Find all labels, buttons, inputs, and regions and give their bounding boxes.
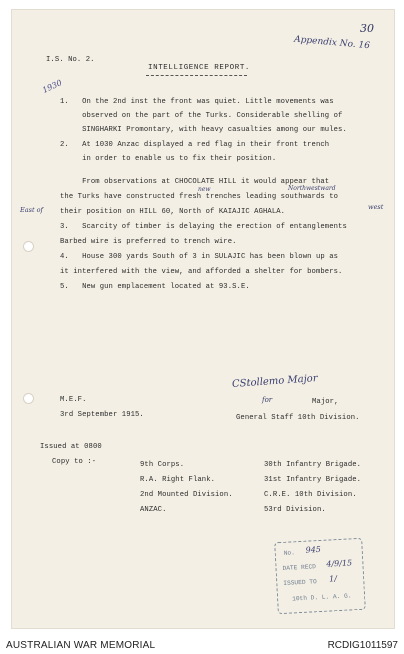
- signature-role: General Staff 10th Division.: [236, 414, 360, 422]
- distribution-item: 53rd Division.: [264, 506, 326, 514]
- report-title: INTELLIGENCE REPORT.: [148, 64, 251, 72]
- distribution-item: 9th Corps.: [140, 461, 185, 469]
- body-line: Barbed wire is preferred to trench wire.: [60, 238, 237, 246]
- stamp-issued-value: 1/: [328, 574, 338, 584]
- body-line: 4. House 300 yards South of 3 in SULAJIC has been blown up as: [60, 253, 339, 261]
- stamp-date-label: DATE RECD: [282, 563, 317, 572]
- page-number: 30: [360, 22, 374, 35]
- signature: CStollemo Major: [231, 373, 318, 390]
- handwritten-margin-note: East of: [20, 206, 43, 214]
- issued-time: Issued at 0800: [40, 443, 102, 451]
- body-line: their position on HILL 60, North of KAIAJIC AGHALA.: [60, 208, 286, 216]
- punch-hole: [23, 241, 34, 252]
- distribution-item: ANZAC.: [140, 506, 167, 514]
- document-id: RCDIG1011597: [327, 640, 398, 651]
- stamp-issued-label: ISSUED TO: [283, 578, 317, 587]
- collection-name: AUSTRALIAN WAR MEMORIAL: [6, 640, 156, 651]
- distribution-item: 30th Infantry Brigade.: [264, 461, 362, 469]
- title-underline: [146, 75, 247, 76]
- signature-prefix: for: [262, 396, 273, 404]
- handwritten-insertion: new: [198, 186, 211, 193]
- origin-date: 3rd September 1915.: [60, 411, 144, 419]
- body-line: SINGHARKI Promontary, with heavy casualties among our mules.: [60, 126, 347, 134]
- body-line: 2. At 1030 Anzac displayed a red flag in their front trench: [60, 141, 330, 149]
- copy-to-label: Copy to :-: [52, 458, 97, 466]
- distribution-item: C.R.E. 10th Division.: [264, 491, 357, 499]
- punch-hole: [23, 393, 34, 404]
- body-line: 3. Scarcity of timber is delaying the erection of entanglements: [60, 223, 347, 231]
- body-line: 1. On the 2nd inst the front was quiet. Little movements was: [60, 98, 334, 106]
- margin-annotation: 1930: [41, 78, 64, 95]
- body-line: From observations at CHOCOLATE HILL it would appear that: [60, 178, 330, 186]
- body-line: 5. New gun emplacement located at 93.S.E.: [60, 283, 250, 291]
- handwritten-insertion: Northwestward: [288, 185, 336, 192]
- body-line: observed on the part of the Turks. Considerable shelling of: [60, 112, 343, 120]
- distribution-item: 31st Infantry Brigade.: [264, 476, 362, 484]
- stamp-no-value: 945: [305, 544, 322, 555]
- handwritten-margin-note: west: [368, 203, 384, 211]
- appendix-annotation: Appendix No. 16: [293, 34, 371, 52]
- report-reference: I.S. No. 2.: [46, 56, 95, 64]
- body-line: in order to enable us to fix their position.: [60, 155, 277, 163]
- stamp-no-label: No.: [283, 549, 296, 557]
- received-stamp: [274, 538, 366, 615]
- stamp-org: 10th D. L. A. G.: [291, 592, 352, 603]
- body-line: the Turks have constructed fresh trenches leading southwards to: [60, 193, 339, 201]
- distribution-item: 2nd Mounted Division.: [140, 491, 233, 499]
- distribution-item: R.A. Right Flank.: [140, 476, 216, 484]
- origin-unit: M.E.F.: [60, 396, 87, 404]
- body-line: it interfered with the view, and afforded a shelter for bombers.: [60, 268, 343, 276]
- stamp-date-value: 4/9/15: [326, 558, 353, 569]
- signature-rank: Major,: [312, 398, 339, 406]
- document-page: [12, 10, 394, 628]
